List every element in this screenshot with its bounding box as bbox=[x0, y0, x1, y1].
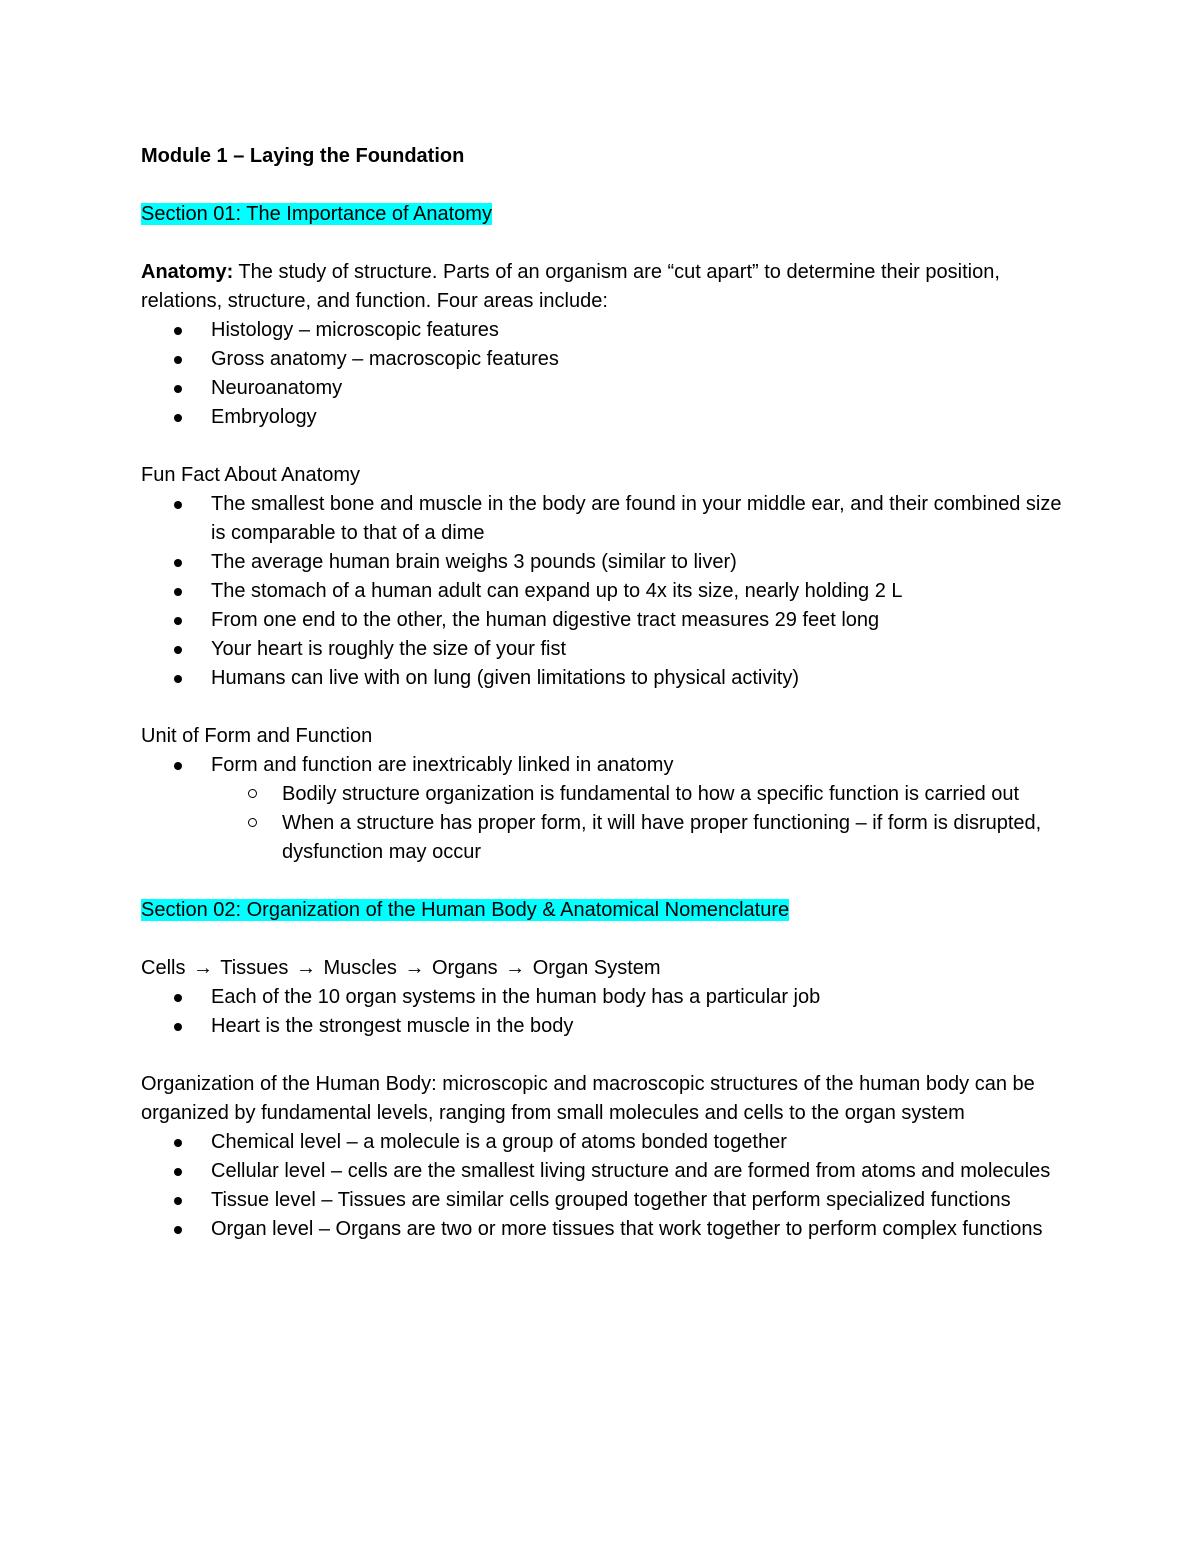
arrow-right-icon: → bbox=[295, 957, 316, 979]
list-item: Heart is the strongest muscle in the body bbox=[141, 1012, 1071, 1041]
bullet-icon bbox=[174, 588, 182, 596]
list-item: The stomach of a human adult can expand up to 4x its size, nearly holding 2 L bbox=[141, 577, 1071, 606]
anatomy-term: Anatomy: bbox=[141, 261, 234, 283]
organization-paragraph: Organization of the Human Body: microscopic and macroscopic structures of the human body can be organized by fundamental levels, ranging from small molecules and cells to the organ system bbox=[141, 1073, 1035, 1124]
bullet-icon bbox=[174, 762, 182, 770]
organization-levels-list bbox=[141, 1128, 1071, 1244]
fun-fact-heading: Fun Fact About Anatomy bbox=[141, 464, 361, 486]
bullet-icon bbox=[174, 1139, 182, 1147]
fun-facts-list bbox=[141, 490, 1071, 693]
document-page bbox=[141, 142, 1071, 1244]
list-item: Gross anatomy – macroscopic features bbox=[141, 345, 1071, 374]
anatomy-areas-list bbox=[141, 316, 1071, 432]
sub-list-item: When a structure has proper form, it will have proper functioning – if form is disrupted, dysfunction may occur bbox=[141, 809, 1071, 867]
bullet-icon bbox=[174, 559, 182, 567]
circle-bullet-icon bbox=[248, 789, 257, 798]
bullet-icon bbox=[174, 1168, 182, 1176]
arrow-right-icon: → bbox=[404, 957, 425, 979]
bullet-icon bbox=[174, 414, 182, 422]
bullet-icon bbox=[174, 994, 182, 1002]
list-item: Each of the 10 organ systems in the human body has a particular job bbox=[141, 983, 1071, 1012]
list-item: Neuroanatomy bbox=[141, 374, 1071, 403]
unit-list bbox=[141, 751, 1071, 867]
list-item: The smallest bone and muscle in the body are found in your middle ear, and their combined size is comparable to that of a dime bbox=[141, 490, 1071, 548]
bullet-icon bbox=[174, 617, 182, 625]
bullet-icon bbox=[174, 675, 182, 683]
sub-list-item: Bodily structure organization is fundamental to how a specific function is carried out bbox=[141, 780, 1071, 809]
list-item: Tissue level – Tissues are similar cells grouped together that perform specialized functions bbox=[141, 1186, 1071, 1215]
list-item: Your heart is roughly the size of your fist bbox=[141, 635, 1071, 664]
anatomy-definition bbox=[141, 258, 1071, 316]
list-item: From one end to the other, the human digestive tract measures 29 feet long bbox=[141, 606, 1071, 635]
bullet-icon bbox=[174, 1023, 182, 1031]
arrow-right-icon: → bbox=[505, 957, 526, 979]
section-01-heading bbox=[141, 200, 1071, 229]
list-item: Form and function are inextricably linked in anatomy bbox=[141, 751, 1071, 780]
list-item: Humans can live with on lung (given limitations to physical activity) bbox=[141, 664, 1071, 693]
chain-items-list bbox=[141, 983, 1071, 1041]
bullet-icon bbox=[174, 1197, 182, 1205]
list-item: Chemical level – a molecule is a group of atoms bonded together bbox=[141, 1128, 1071, 1157]
list-item: Embryology bbox=[141, 403, 1071, 432]
bullet-icon bbox=[174, 1226, 182, 1234]
section-02-heading-text: Section 02: Organization of the Human Body & Anatomical Nomenclature bbox=[141, 899, 790, 921]
circle-bullet-icon bbox=[248, 818, 257, 827]
bullet-icon bbox=[174, 646, 182, 654]
document-title: Module 1 – Laying the Foundation bbox=[141, 145, 465, 167]
section-02-heading bbox=[141, 896, 1071, 925]
bullet-icon bbox=[174, 501, 182, 509]
list-item: Histology – microscopic features bbox=[141, 316, 1071, 345]
list-item: Cellular level – cells are the smallest living structure and are formed from atoms and molecules bbox=[141, 1157, 1071, 1186]
bullet-icon bbox=[174, 327, 182, 335]
arrow-right-icon: → bbox=[193, 957, 214, 979]
bullet-icon bbox=[174, 385, 182, 393]
organization-chain: Cells → Tissues → Muscles → Organs → Organ System bbox=[141, 954, 1071, 983]
list-item: Organ level – Organs are two or more tissues that work together to perform complex functions bbox=[141, 1215, 1071, 1244]
bullet-icon bbox=[174, 356, 182, 364]
unit-heading: Unit of Form and Function bbox=[141, 725, 373, 747]
section-01-heading-text: Section 01: The Importance of Anatomy bbox=[141, 203, 492, 225]
anatomy-definition-text: The study of structure. Parts of an organism are “cut apart” to determine their position, relations, structure, and function. Four areas include: bbox=[141, 261, 1000, 312]
list-item: The average human brain weighs 3 pounds (similar to liver) bbox=[141, 548, 1071, 577]
